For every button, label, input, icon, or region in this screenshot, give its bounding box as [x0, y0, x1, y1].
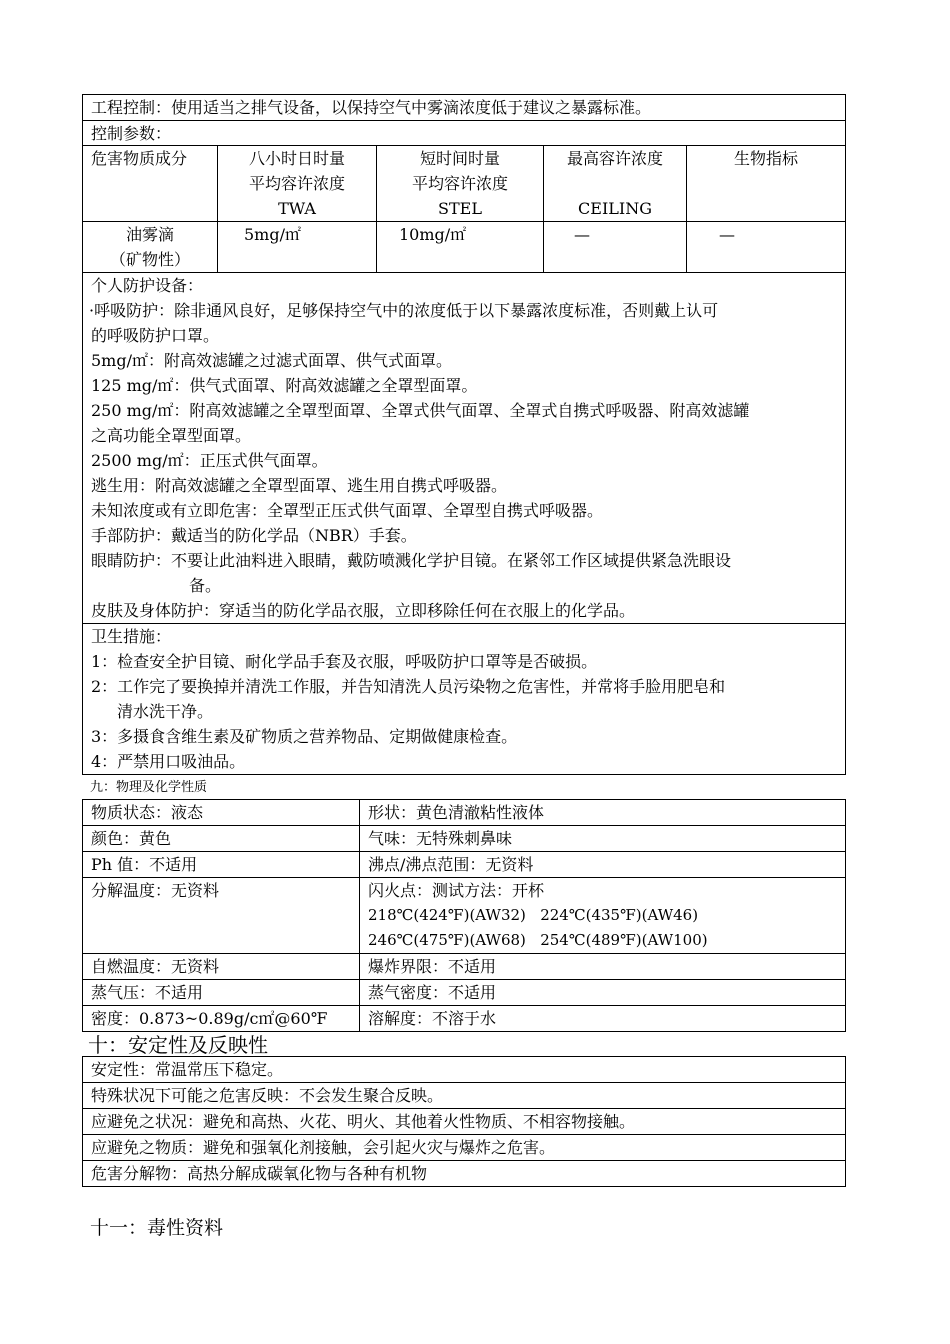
header-substance: 危害物质成分 — [83, 146, 218, 222]
table-row: 特殊状况下可能之危害反映：不会发生聚合反映。 — [83, 1083, 846, 1109]
table-row: 危害分解物：高热分解成碳氧化物与各种有机物 — [83, 1161, 846, 1187]
flash-point-line-1: 218℃(424℉)(AW32) 224℃(435℉)(AW46) — [368, 906, 699, 924]
table-row: 应避免之状况：避免和高热、火花、明火、其他着火性物质、不相容物接触。 — [83, 1109, 846, 1135]
table-row: 自燃温度：无资料 爆炸界限：不适用 — [83, 954, 846, 980]
table-row: Ph 值：不适用 沸点/沸点范围：无资料 — [83, 852, 846, 878]
header-bio: 生物指标 — [687, 146, 846, 222]
hygiene-measures: 卫生措施： 1：检查安全护目镜、耐化学品手套及衣服，呼吸防护口罩等是否破损。 2：工作完了要换掉并清洗工作服，并告知清洗人员污染物之危害性，并常将手脸用肥皂和 清水洗干净。 3：多摄食含维生素及矿物质之营养物品、定期做健康检查。 4：严禁用口吸油品。 — [91, 627, 726, 771]
cell-bio: — — [687, 222, 846, 273]
cell-twa: 5mg/㎡ — [218, 222, 377, 273]
header-ceiling: 最高容许浓度 CEILING — [544, 146, 687, 222]
exposure-limits-table — [82, 145, 846, 273]
flash-point-line-2: 246℃(475℉)(AW68) 254℃(489℉)(AW100) — [368, 931, 708, 949]
cell-stel: 10mg/㎡ — [377, 222, 544, 273]
table-row — [83, 222, 846, 273]
table-row: 分解温度：无资料 闪火点：测试方法：开杯 218℃(424℉)(AW32) 224℃(435℉)(AW46) 246℃(475℉)(AW68) 254℃(489℉)(AW100) — [83, 878, 846, 954]
engineering-control: 工程控制：使用适当之排气设备，以保持空气中雾滴浓度低于建议之暴露标准。 — [83, 95, 845, 121]
physical-properties-table — [82, 799, 846, 1032]
table-row: 颜色：黄色 气味：无特殊刺鼻味 — [83, 826, 846, 852]
stability-table — [82, 1056, 846, 1187]
table-row: 蒸气压：不适用 蒸气密度：不适用 — [83, 980, 846, 1006]
exposure-control-section — [82, 94, 846, 775]
section-9-title: 九：物理及化学性质 — [90, 780, 208, 795]
cell-substance: 油雾滴 （矿物性） — [83, 222, 218, 273]
cell-ceiling: — — [544, 222, 687, 273]
section-10-title: 十：安定性及反映性 — [88, 1033, 268, 1057]
table-header-row — [83, 146, 846, 222]
header-twa: 八小时日时量 平均容许浓度 TWA — [218, 146, 377, 222]
section-11-title: 十一：毒性资料 — [90, 1217, 224, 1239]
table-row: 应避免之物质：避免和强氧化剂接触，会引起火灾与爆炸之危害。 — [83, 1135, 846, 1161]
document-page — [82, 94, 846, 1240]
header-stel: 短时间时量 平均容许浓度 STEL — [377, 146, 544, 222]
control-params-label: 控制参数： — [91, 124, 172, 143]
personal-protection: 个人防护设备： ·呼吸防护：除非通风良好，足够保持空气中的浓度低于以下暴露浓度标准，否则戴上认可 的呼吸防护口罩。 5mg/㎡：附高效滤罐之过滤式面罩、供气式面罩。 125 mg/㎡：供气式面罩、附高效滤罐之全罩型面罩。 250 mg/㎡：附高效滤罐之全罩型面罩、全罩式供气面罩、全罩式自携式呼吸器、附高效滤罐 之高功能全罩型面罩。 2500 mg/㎡：正压式供气面罩。 逃生用：附高效滤罐之全罩型面罩、逃生用自携式呼吸器。 未知浓度或有立即危害：全罩型正压式供气面罩、全罩型自携式呼吸器。 手部防护：戴适当的防化学品（NBR）手套。 眼睛防护：不要让此油料进入眼睛，戴防喷溅化学护目镜。在紧邻工作区域提供紧急洗眼设 备。 皮肤及身体防护：穿适当的防化学品衣服，立即移除任何在衣服上的化学品。 — [83, 273, 845, 624]
table-row: 物质状态：液态 形状：黄色清澈粘性液体 — [83, 800, 846, 826]
table-row: 安定性：常温常压下稳定。 — [83, 1057, 846, 1083]
table-row: 密度：0.873~0.89g/c㎡@60℉ 溶解度：不溶于水 — [83, 1006, 846, 1032]
